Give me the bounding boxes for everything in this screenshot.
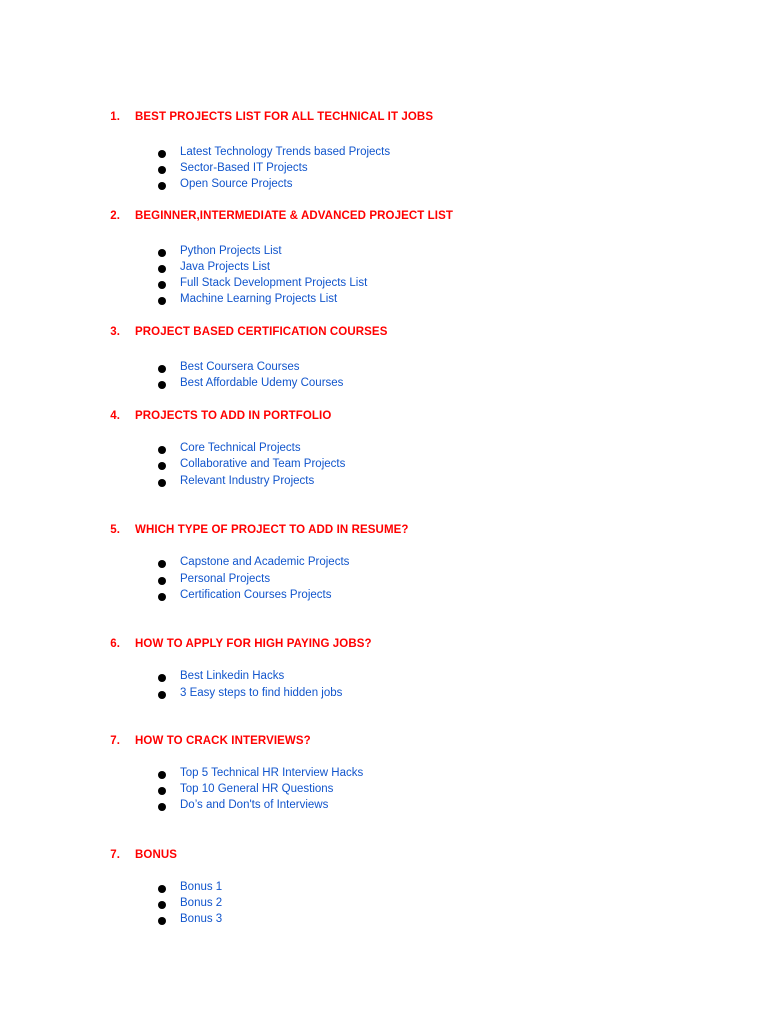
section-title: PROJECT BASED CERTIFICATION COURSES <box>135 326 388 338</box>
list-item <box>0 162 768 178</box>
item-link[interactable]: Open Source Projects <box>180 178 293 190</box>
list-item <box>0 881 768 897</box>
item-link[interactable]: Core Technical Projects <box>180 442 301 454</box>
list-item <box>0 361 768 377</box>
list-item <box>0 178 768 194</box>
item-link[interactable]: Capstone and Academic Projects <box>180 556 350 568</box>
section-title: PROJECTS TO ADD IN PORTFOLIO <box>135 410 332 422</box>
bullet-icon <box>158 249 166 257</box>
bullet-icon <box>158 691 166 699</box>
list-item <box>0 670 768 686</box>
list-item <box>0 687 768 703</box>
list-item <box>0 799 768 815</box>
item-link[interactable]: Machine Learning Projects List <box>180 293 338 305</box>
section-number: 4. <box>110 410 120 422</box>
item-link[interactable]: Top 10 General HR Questions <box>180 783 334 795</box>
item-link[interactable]: Collaborative and Team Projects <box>180 458 346 470</box>
bullet-icon <box>158 150 166 158</box>
item-link[interactable]: Personal Projects <box>180 573 271 585</box>
list-item <box>0 556 768 572</box>
item-link[interactable]: Certification Courses Projects <box>180 589 332 601</box>
section-title: WHICH TYPE OF PROJECT TO ADD IN RESUME? <box>135 524 409 536</box>
item-link[interactable]: Bonus 2 <box>180 897 223 909</box>
section-heading <box>0 111 768 129</box>
list-item <box>0 245 768 261</box>
list-item <box>0 589 768 605</box>
section-heading <box>0 524 768 542</box>
list-item <box>0 377 768 393</box>
list-item <box>0 442 768 458</box>
bullet-icon <box>158 674 166 682</box>
bullet-icon <box>158 182 166 190</box>
section-number: 6. <box>110 638 120 650</box>
section-title: BONUS <box>135 849 178 861</box>
bullet-icon <box>158 281 166 289</box>
list-item <box>0 293 768 309</box>
section-number: 7. <box>110 735 120 747</box>
section-heading <box>0 735 768 753</box>
bullet-icon <box>158 560 166 568</box>
section-title: HOW TO APPLY FOR HIGH PAYING JOBS? <box>135 638 372 650</box>
list-item <box>0 573 768 589</box>
section-number: 1. <box>110 111 120 123</box>
bullet-icon <box>158 885 166 893</box>
list-item <box>0 458 768 474</box>
bullet-icon <box>158 787 166 795</box>
bullet-icon <box>158 297 166 305</box>
bullet-icon <box>158 803 166 811</box>
item-link[interactable]: Sector-Based IT Projects <box>180 162 308 174</box>
bullet-icon <box>158 771 166 779</box>
bullet-icon <box>158 462 166 470</box>
item-link[interactable]: Best Coursera Courses <box>180 361 300 373</box>
item-link[interactable]: Python Projects List <box>180 245 282 257</box>
section-title: BEGINNER,INTERMEDIATE & ADVANCED PROJECT LIST <box>135 210 453 222</box>
list-item <box>0 475 768 491</box>
list-item <box>0 146 768 162</box>
bullet-icon <box>158 577 166 585</box>
item-link[interactable]: Latest Technology Trends based Projects <box>180 146 391 158</box>
list-item <box>0 783 768 799</box>
section-title: BEST PROJECTS LIST FOR ALL TECHNICAL IT JOBS <box>135 111 434 123</box>
bullet-icon <box>158 917 166 925</box>
bullet-icon <box>158 479 166 487</box>
item-link[interactable]: Full Stack Development Projects List <box>180 277 368 289</box>
item-link[interactable]: Best Affordable Udemy Courses <box>180 377 344 389</box>
bullet-icon <box>158 265 166 273</box>
item-link[interactable]: Java Projects List <box>180 261 271 273</box>
section-heading <box>0 326 768 344</box>
bullet-icon <box>158 365 166 373</box>
section-heading <box>0 210 768 228</box>
item-link[interactable]: Bonus 1 <box>180 881 223 893</box>
section-number: 3. <box>110 326 120 338</box>
bullet-icon <box>158 446 166 454</box>
item-link[interactable]: Do’s and Don'ts of Interviews <box>180 799 329 811</box>
list-item <box>0 897 768 913</box>
list-item <box>0 767 768 783</box>
section-number: 5. <box>110 524 120 536</box>
item-link[interactable]: Bonus 3 <box>180 913 223 925</box>
section-number: 7. <box>110 849 120 861</box>
item-link[interactable]: Top 5 Technical HR Interview Hacks <box>180 767 364 779</box>
bullet-icon <box>158 166 166 174</box>
section-heading <box>0 410 768 428</box>
section-heading <box>0 638 768 656</box>
section-number: 2. <box>110 210 120 222</box>
list-item <box>0 277 768 293</box>
bullet-icon <box>158 381 166 389</box>
bullet-icon <box>158 901 166 909</box>
list-item <box>0 913 768 929</box>
section-heading <box>0 849 768 867</box>
item-link[interactable]: Best Linkedin Hacks <box>180 670 285 682</box>
item-link[interactable]: Relevant Industry Projects <box>180 475 315 487</box>
bullet-icon <box>158 593 166 601</box>
item-link[interactable]: 3 Easy steps to find hidden jobs <box>180 687 343 699</box>
section-title: HOW TO CRACK INTERVIEWS? <box>135 735 311 747</box>
list-item <box>0 261 768 277</box>
